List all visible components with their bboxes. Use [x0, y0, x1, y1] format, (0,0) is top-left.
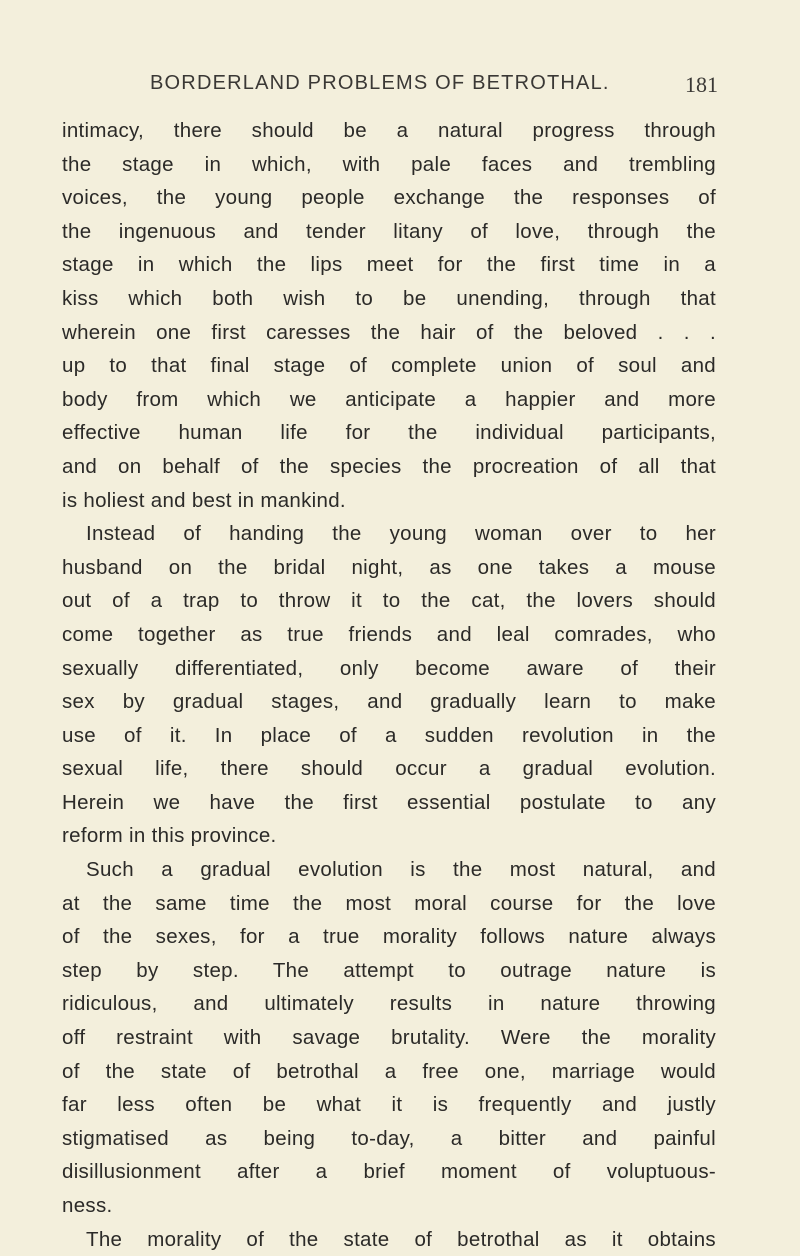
text-line: intimacy, there should be a natural progress through	[62, 119, 716, 142]
text-line: sexual life, there should occur a gradual evolution.	[62, 757, 716, 781]
text-line: of the state of betrothal a free one, marriage would	[62, 1059, 716, 1083]
text-line: disillusionment after a brief moment of voluptuous-	[62, 1160, 716, 1184]
text-line: Herein we have the first essential postulate to any	[62, 790, 716, 814]
text-line: The morality of the state of betrothal as it obtains	[86, 1227, 716, 1251]
text-line: stage in which the lips meet for the first time in a	[62, 253, 716, 277]
text-line: body from which we anticipate a happier and more	[62, 387, 716, 411]
text-line: reform in this province.	[62, 824, 277, 848]
text-line: sexually differentiated, only become aware of their	[62, 656, 716, 680]
text-line: use of it. In place of a sudden revolution in the	[62, 723, 716, 747]
text-line: the stage in which, with pale faces and trembling	[62, 152, 716, 176]
text-line: effective human life for the individual participants,	[62, 421, 716, 445]
text-line: husband on the bridal night, as one takes a mouse	[62, 555, 716, 579]
text-line: and on behalf of the species the procreation of all that	[62, 454, 716, 478]
page-number: 181	[685, 72, 718, 97]
text-line: stigmatised as being to-day, a bitter and painful	[62, 1126, 716, 1150]
text-line: up to that final stage of complete union of soul and	[62, 354, 716, 378]
text-line: of the sexes, for a true morality follows nature always	[62, 925, 716, 949]
text-line: wherein one first caresses the hair of the beloved . . .	[62, 320, 716, 344]
running-head	[150, 72, 718, 102]
text-line: is holiest and best in mankind.	[62, 488, 346, 512]
text-line: off restraint with savage brutality. Were the morality	[62, 1026, 716, 1050]
text-line: ridiculous, and ultimately results in nature throwing	[62, 992, 716, 1016]
running-title: BORDERLAND PROBLEMS OF BETROTHAL.	[150, 72, 610, 94]
text-line: the ingenuous and tender litany of love, through the	[62, 219, 716, 243]
text-line: kiss which both wish to be unending, through that	[62, 286, 716, 310]
text-line: voices, the young people exchange the responses of	[62, 186, 716, 210]
text-line: far less often be what it is frequently and justly	[62, 1093, 716, 1117]
text-line: out of a trap to throw it to the cat, the lovers should	[62, 589, 716, 613]
text-line: come together as true friends and leal comrades, who	[62, 622, 716, 646]
text-line: at the same time the most moral course for the love	[62, 891, 716, 915]
body-text	[62, 114, 716, 1256]
text-line: ness.	[62, 1194, 113, 1217]
text-line: sex by gradual stages, and gradually learn to make	[62, 690, 716, 714]
text-line: Such a gradual evolution is the most natural, and	[86, 858, 716, 882]
text-line: Instead of handing the young woman over to her	[86, 522, 716, 546]
text-line: step by step. The attempt to outrage nature is	[62, 958, 716, 982]
